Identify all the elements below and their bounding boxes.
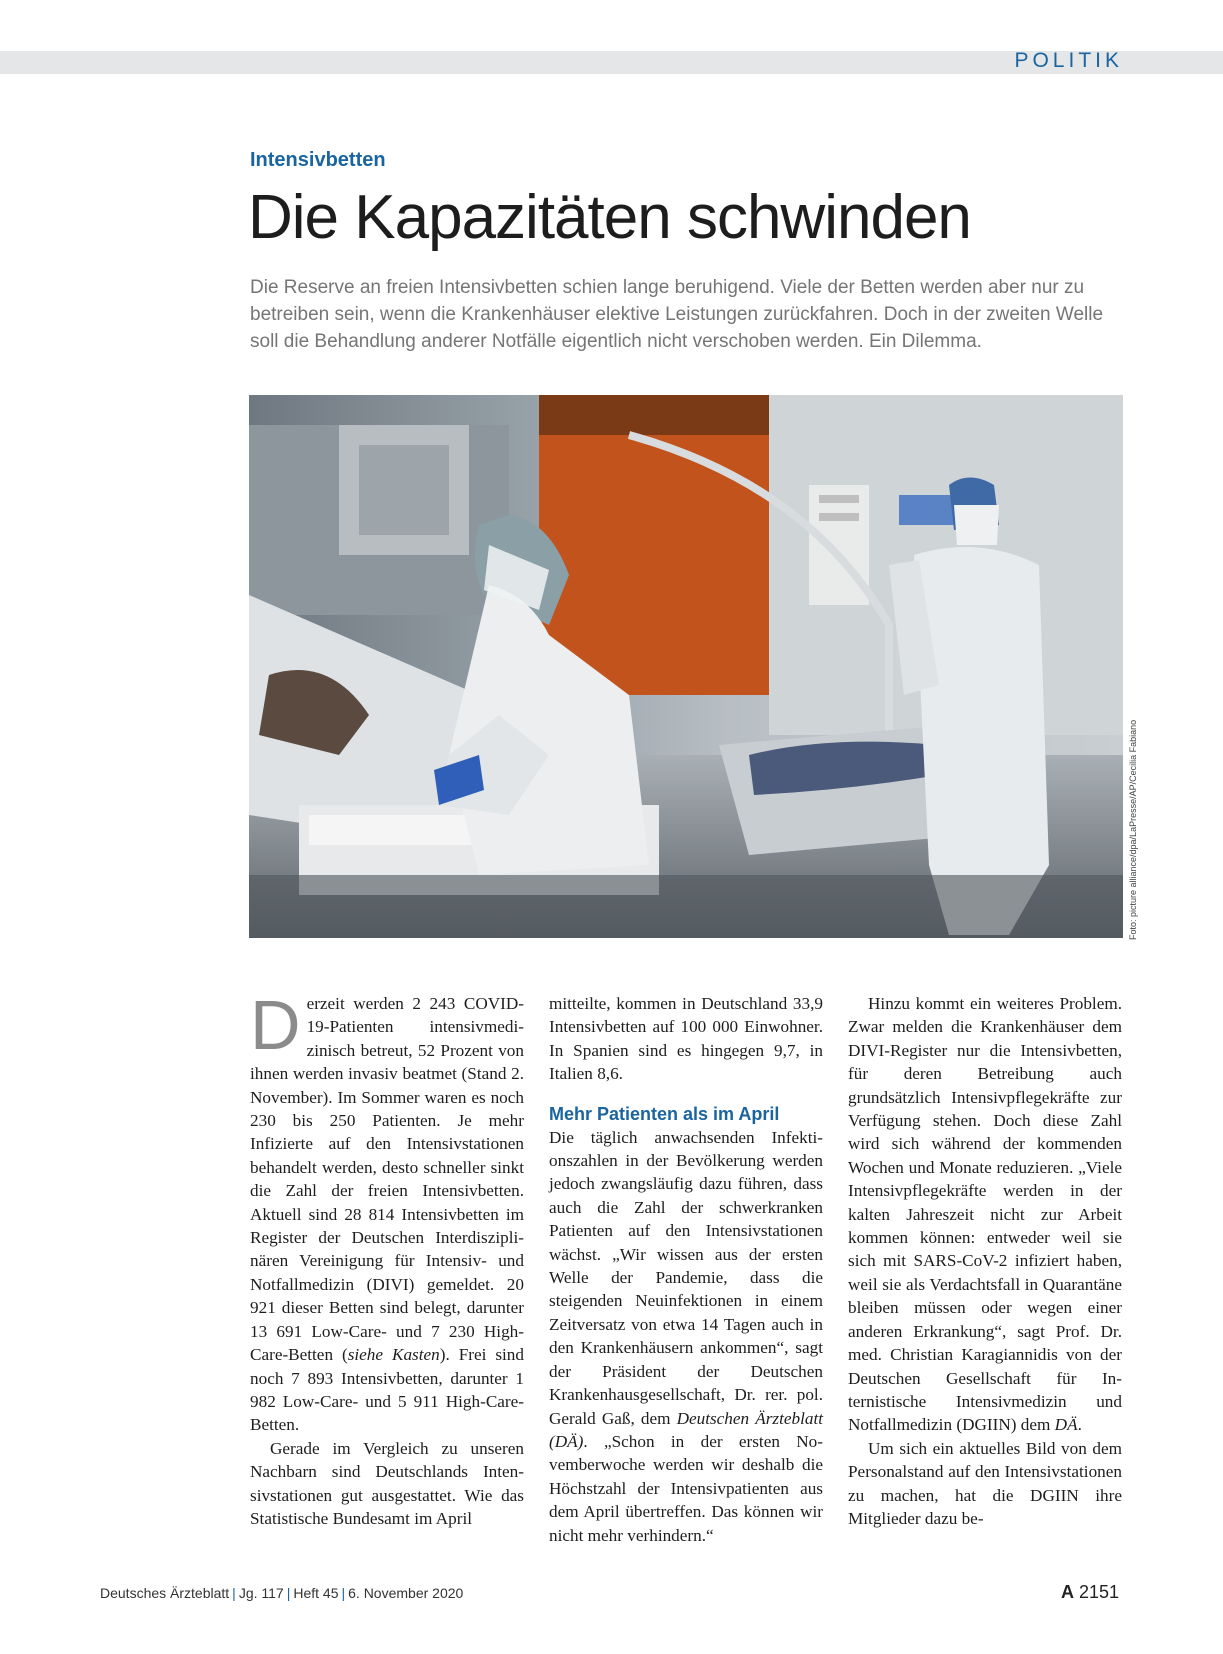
- subheading: Mehr Patienten als im April: [549, 1103, 780, 1124]
- text-run: Hinzu kommt ein weiteres Problem. Zwar melden die Krankenhäuser dem DIVI-Register nur die Intensivbetten, für deren Betreibung auch grundsätzlich Intensivpflegekräfte zur Verfügung stehen. Doch diese Zahl wird sich während der kommenden Wochen und Monate reduzieren. „Viele Intensivpflegekräfte werden in der kalten Jahreszeit nicht zur Arbeit kommen können: entweder weil sie sich mit SARS-CoV-2 infiziert haben, weil sie als Verdachtsfall in Quarantäne bleiben müssen oder wegen einer anderen Erkrankung“, sagt Prof. Dr. med. Christian Karagiannidis von der Deutschen Gesellschaft für Internistische Intensivmedizin und Notfallmedizin (DGIIN) dem: [848, 994, 1122, 1435]
- article-photo: [249, 395, 1123, 938]
- icu-photo-illustration: [249, 395, 1123, 938]
- footer-citation: [100, 1585, 463, 1601]
- text-column-3: [848, 992, 1122, 1530]
- text-run-italic: Deutschen Ärzteblatt (DÄ): [549, 1408, 823, 1451]
- photo-credit: Foto: picture alliance/dpa/LaPresse/AP/Cecilia Fabiano: [1128, 719, 1138, 940]
- text-run: . „Schon in der ersten Novemberwoche werden wir deshalb die Höchstzahl der Intensivpatienten aus dem April übertreffen. Das können wir nicht mehr verhindern.“: [549, 1431, 823, 1545]
- issue: Heft 45: [293, 1585, 339, 1601]
- article-title: Die Kapazitäten schwinden: [248, 183, 971, 252]
- text-run-italic: DÄ: [1054, 1415, 1078, 1435]
- page-value: 2151: [1078, 1582, 1119, 1602]
- paragraph: [549, 1126, 823, 1547]
- paragraph: Gerade im Vergleich zu unseren Nachbarn sind Deutschlands Intensivstationen gut ausgestattet. Wie das Statistische Bundesamt im April: [250, 1438, 524, 1528]
- drop-cap: D: [250, 986, 301, 1064]
- text-column-1: [250, 986, 524, 1530]
- issue-date: 6. November 2020: [348, 1585, 464, 1601]
- separator: |: [286, 1585, 291, 1601]
- text-run: Die täglich anwachsenden Infektionszahlen in der Bevölkerung werden jedoch zwangsläufig dazu führen, dass auch die Zahl der schwerkranken Patienten auf den Intensivstationen wächst. „Wir wissen aus der ersten Welle der Pandemie, dass die steigenden Neuinfektionen in einem Zeitversatz von etwa 14 Tagen auch in den Krankenhäusern ankommen“, sagt der Präsident der Deutschen Krankenhausgesellschaft, Dr. rer. pol. Gerald Gaß, dem: [549, 1127, 823, 1428]
- paragraph: [250, 986, 524, 1437]
- section-label: POLITIK: [1014, 49, 1123, 72]
- text-run: erzeit werden 2 243 COVID-19-Patienten intensivmedizinisch betreut, 52 Prozent von ihnen werden invasiv beatmet (Stand 2. November). Im Sommer waren es noch 230 bis 250 Patienten. Je mehr Infizierte auf den Intensivstationen behandelt werden, desto schneller sinkt die Zahl der freien Intensivbetten. Aktuell sind 28 814 Intensivbetten im Register der Deutschen Interdisziplinären Vereinigung für Intensiv- und Notfallmedizin (DIVI) gemeldet. 20 921 dieser Betten sind belegt, darunter 13 691 Low-Care- und 7 230 High-Care-Betten (: [250, 994, 524, 1365]
- separator: |: [232, 1585, 236, 1601]
- article-lead: Die Reserve an freien Intensivbetten schien lange beruhigend. Viele der Betten werden aber nur zu betreiben sein, wenn die Krankenhäuser elektive Leistungen zurückfahren. Doch in der zweiten Welle soll die Behandlung anderer Notfälle eigentlich nicht verschoben werden. Ein Dilemma.: [250, 277, 1104, 352]
- text-column-2: [549, 992, 823, 1547]
- page-number: [1061, 1582, 1119, 1603]
- page-prefix: A: [1060, 1582, 1074, 1602]
- article-kicker: Intensivbetten: [250, 149, 386, 171]
- text-run-italic: siehe Kasten: [347, 1345, 440, 1365]
- text-run: .: [1077, 1415, 1082, 1435]
- journal-name: Deutsches Ärzteblatt: [100, 1585, 230, 1601]
- volume: Jg. 117: [238, 1585, 284, 1601]
- paragraph: Um sich ein aktuelles Bild von dem Personalstand auf den Intensivstationen zu machen, hat die DGIIN ihre Mitglieder dazu be-: [848, 1438, 1122, 1528]
- text-run: ). Frei sind noch 7 893 Intensivbetten, darunter 1 982 Low-Care- und 5 911 High-Care-Betten.: [250, 1345, 524, 1435]
- paragraph: mitteilte, kommen in Deutschland 33,9 Intensivbetten auf 100 000 Einwohner. In Spanien sind es hingegen 9,7, in Italien 8,6.: [549, 994, 823, 1084]
- paragraph: [848, 992, 1122, 1437]
- separator: |: [341, 1585, 346, 1601]
